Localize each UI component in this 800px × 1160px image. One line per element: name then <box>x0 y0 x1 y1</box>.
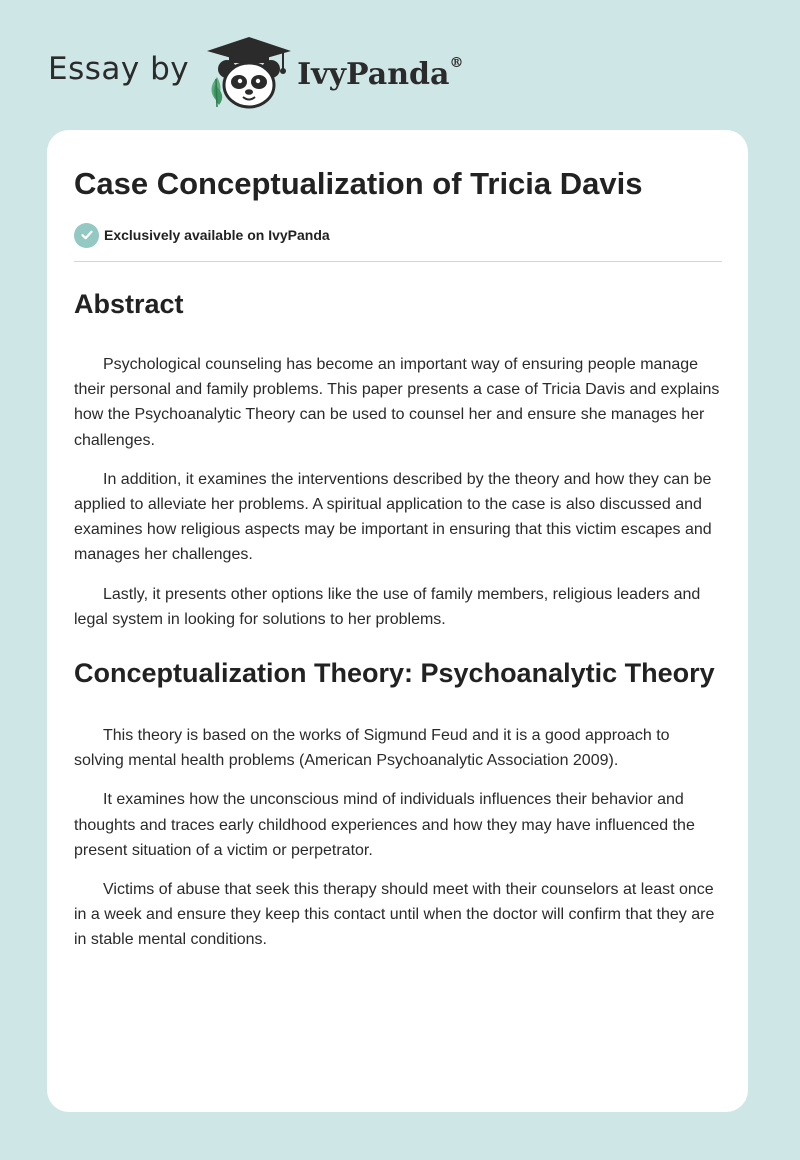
section-conceptualization-theory <box>74 653 722 953</box>
brand-name: IvyPanda® <box>297 54 464 92</box>
essay-card <box>47 130 748 1112</box>
exclusive-badge <box>74 222 722 248</box>
paragraph: Lastly, it presents other options like the use of family members, religious leaders and legal system in looking for solutions to her problems. <box>74 585 701 628</box>
section-abstract <box>74 284 722 632</box>
exclusive-badge-label: Exclusively available on IvyPanda <box>104 227 330 243</box>
brand-logo[interactable] <box>48 32 463 112</box>
paragraph: This theory is based on the works of Sigmund Feud and it is a good approach to solving mental health problems (American Psychoanalytic Association 2009). <box>74 727 670 770</box>
check-circle-icon <box>74 223 99 248</box>
paragraph: In addition, it examines the interventions described by the theory and how they can be applied to alleviate her problems. A spiritual application to the case is also discussed and examines how religious aspects may be important in ensuring that this victim escapes and manages her challenges. <box>74 470 712 564</box>
section-heading: Abstract <box>74 289 184 319</box>
paragraph: Victims of abuse that seek this therapy should meet with their counselors at least once in a week and ensure they keep this contact until when the doctor will confirm that they are in stable mental conditions. <box>74 881 715 949</box>
page-title: Case Conceptualization of Tricia Davis <box>74 166 643 201</box>
section-heading: Conceptualization Theory: Psychoanalytic Theory <box>74 658 715 689</box>
title-divider <box>74 261 722 262</box>
brand-prefix: Essay by <box>48 51 190 87</box>
paragraph: It examines how the unconscious mind of individuals influences their behavior and thoughts and traces early childhood experiences and how they may have influenced the present situation of a victim or perpetrator. <box>74 791 695 859</box>
registered-mark: ® <box>449 54 464 71</box>
paragraph: Psychological counseling has become an important way of ensuring people manage their personal and family problems. This paper presents a case of Tricia Davis and explains how the Psychoanalytic Theory can be used to counsel her and ensure she manages her challenges. <box>74 356 720 449</box>
panda-logo-icon <box>203 33 295 111</box>
